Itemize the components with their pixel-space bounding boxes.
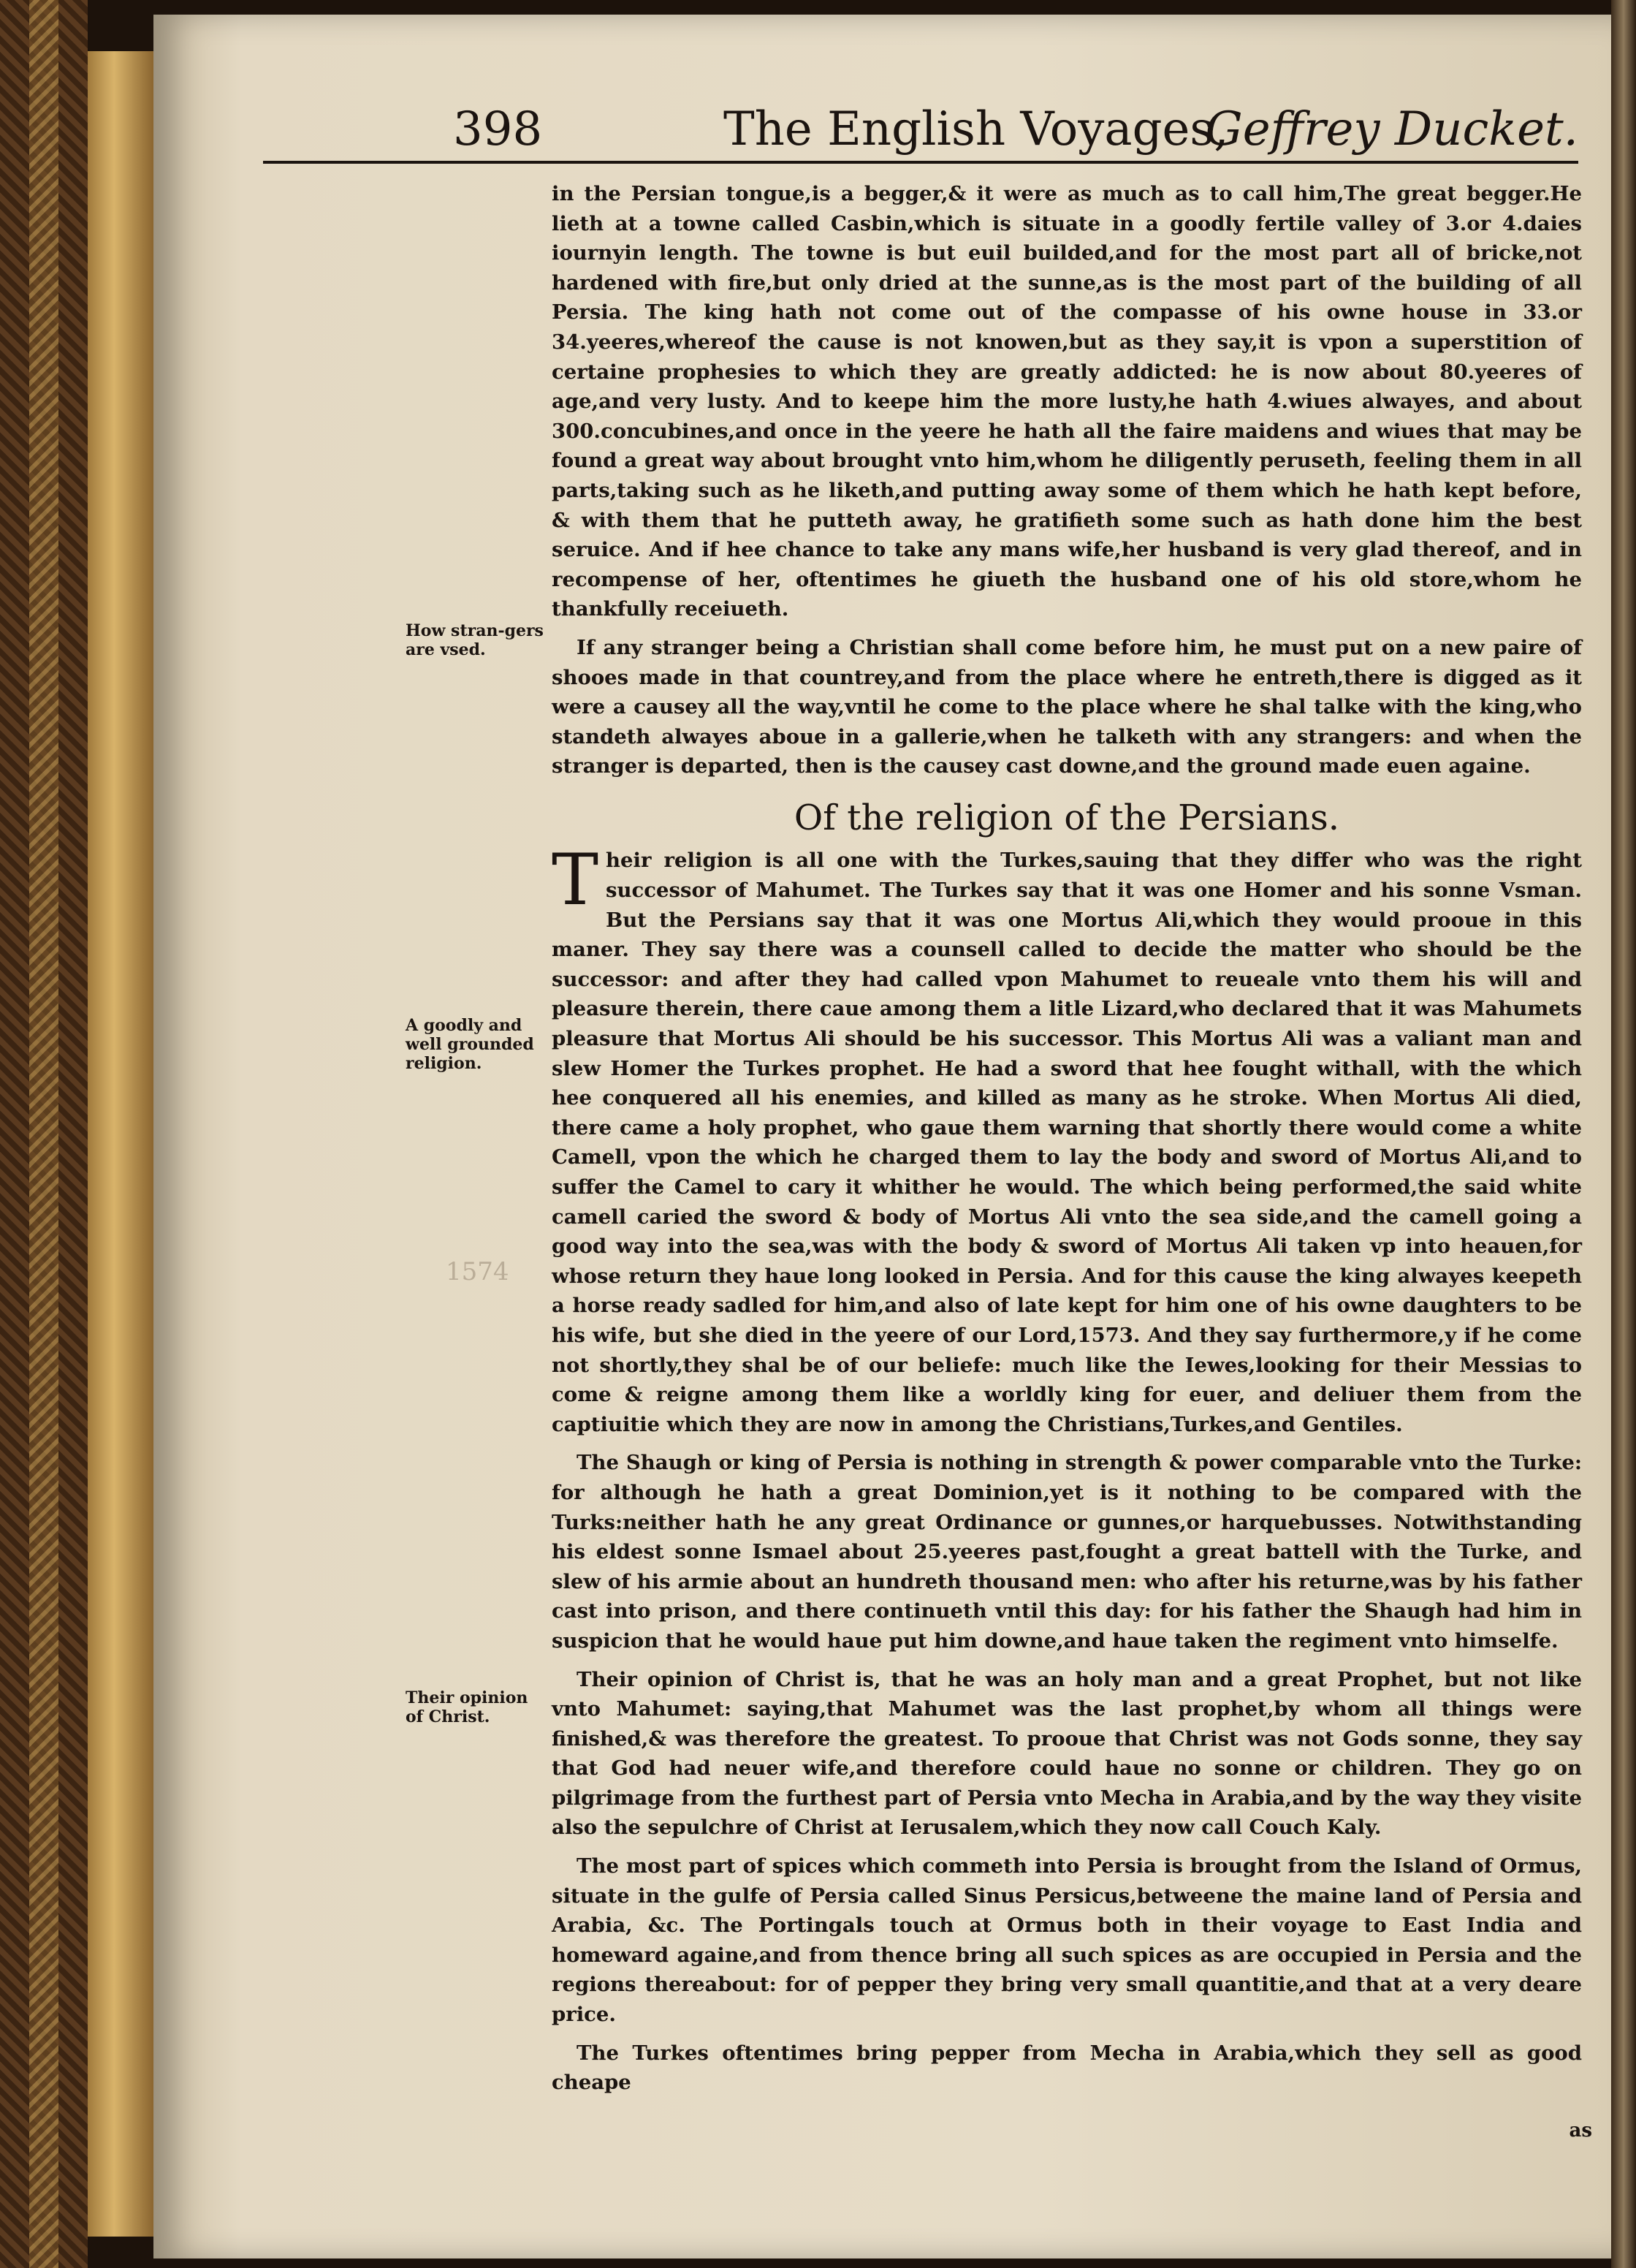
paragraph-text: heir religion is all one with the Turkes,sauing that they differ who was the right successor of Mahumet. The Turkes say that it was one Homer and his sonne Vsman. But the Persians say that it was one Mortus Ali,which they would prooue in this maner. They say there was a counsell called to decide the matter who should be the successor: and after they had called vpon Mahumet to reueale vnto them his will and pleasure therein, there caue among them a litle Lizard,who declared that it was Mahumets pleasure that Mortus Ali should be his successor. This Mortus Ali was a valiant man and slew Homer the Turkes prophet. He had a sword that hee fought withall, with the which hee conquered all his enemies, and killed as many as he stroke. When Mortus Ali died, there came a holy prophet, who gaue them warning that shortly there would come a white Camell, vpon the which he charged them to lay the body and sword of Mortus Ali,and to suffer the Camel to cary it whither he would. The which being performed,the said white camell caried the sword & body of Mortus Ali vnto the sea side,and the camell going a good way into the sea,was with the body & sword of Mortus Ali taken vp into heauen,for whose return they haue long looked in Persia. And for this cause the king alwayes keepeth a horse ready sadled for him,and also of late kept for him one of his owne daughters to be his wife, but she died in the yeere of our Lord,1573. And they say furthermore,y if he come not shortly,they shal be of our beliefe: much like the Iewes,looking for their Messias to come & reigne among them like a worldly king for euer, and deliuer them from the captiuitie which they are now in among the Christians,Turkes,and Gentiles.	[552, 849, 1582, 1436]
drop-cap: T	[552, 839, 599, 922]
margin-note-religion: A goodly and well grounded religion.	[406, 1016, 534, 1073]
paragraph: Their opinion of Christ is, that he was an holy man and a great Prophet, but not like vnto Mahumet: saying,that Mahumet was the last prophet,by whom all things were finished,& was therefore the greatest. To prooue that Christ was not Gods sonne, they say that God had neuer wife,and therefore could haue no sonne or children. They go on pilgrimage from the furthest part of Persia vnto Mecha in Arabia,and by the way they visite also the sepulchre of Christ at Ierusalem,which they now call Couch Kaly.	[552, 1667, 1582, 1840]
paragraph	[552, 839, 1582, 1439]
paragraph: in the Persian tongue,is a begger,& it were as much as to call him,The great begger.He lieth at a towne called Casbin,which is situate in a goodly fertile valley of 3.or 4.daies iournyin length. The towne is but euil builded,and for the most part all of bricke,not hardened with fire,but only dried at the sunne,as is the most part of the building of all Persia. The king hath not come out of the compasse of his owne house in 33.or 34.yeeres,whereof the cause is not knowen,but as they say,it is vpon a superstition of certaine prophesies to which they are greatly addicted: he is now about 80.yeeres of age,and very lusty. And to keepe him the more lusty,he hath 4.wiues alwayes, and about 300.concubines,and once in the yeere he hath all the faire maidens and wiues that may be found a great way about brought vnto him,whom he diligently peruseth, feeling them in all parts,taking such as he liketh,and putting away some of them which he hath kept before, & with them that he putteth away, he gratifieth some such as hath done him the best seruice. And if hee chance to take any mans wife,her husband is very glad thereof, and in recompense of her, oftentimes he giueth the husband one of his old store,whom he thankfully receiueth.	[552, 182, 1582, 621]
section-heading: Of the religion of the Persians.	[794, 797, 1340, 838]
margin-note-christ: Their opinion of Christ.	[406, 1688, 528, 1726]
running-name: Geffrey Ducket.	[1205, 102, 1578, 156]
paragraph: The Turkes oftentimes bring pepper from Mecha in Arabia,which they sell as good cheape	[552, 2041, 1582, 2095]
running-head	[263, 102, 1578, 164]
marginal-number: 1574	[446, 1257, 509, 1286]
body-text	[552, 179, 1582, 2106]
page-block-edge	[88, 51, 153, 2237]
margin-note-strangers: How stran-gers are vsed.	[406, 621, 544, 659]
paragraph: If any stranger being a Christian shall come before him, he must put on a new paire of shooes made in that countrey,and from the place where he entreth,there is digged as it were a causey all the way,vntil he come to the place where he shal talke with the king,who standeth alwayes aboue in a gallerie,when he talketh with any strangers: and when the stranger is departed, then is the causey cast downe,and the ground made euen againe.	[552, 635, 1582, 778]
paragraph: The Shaugh or king of Persia is nothing in strength & power comparable vnto the Turke: for although he hath a great Dominion,yet is it nothing to be compared with the Turks:neither hath he any great Ordinance or gunnes,or harquebusses. Notwithstanding his eldest sonne Ismael about 25.yeeres past,fought a great battell with the Turke, and slew of his armie about an hundreth thousand men: who after his returne,was by his father cast into prison, and there continueth vntil this day: for his father the Shaugh had him in suspicion that he would haue put him downe,and haue taken the regiment vnto himselfe.	[552, 1451, 1582, 1653]
catchword: as	[1569, 2120, 1592, 2142]
paragraph: The most part of spices which commeth into Persia is brought from the Island of Ormus, situate in the gulfe of Persia called Sinus Persicus,betweene the maine land of Persia and Arabia, &c. The Portingals touch at Ormus both in their voyage to East India and homeward againe,and from thence bring all such spices as are occupied in Persia and the regions thereabout: for of pepper they bring very small quantitie,and that at a very deare price.	[552, 1854, 1582, 2027]
page-number: 398	[453, 102, 543, 156]
running-title: The English Voyages,	[723, 102, 1229, 156]
book-cover-edge	[0, 0, 88, 2268]
facing-page-edge	[1611, 0, 1636, 2268]
